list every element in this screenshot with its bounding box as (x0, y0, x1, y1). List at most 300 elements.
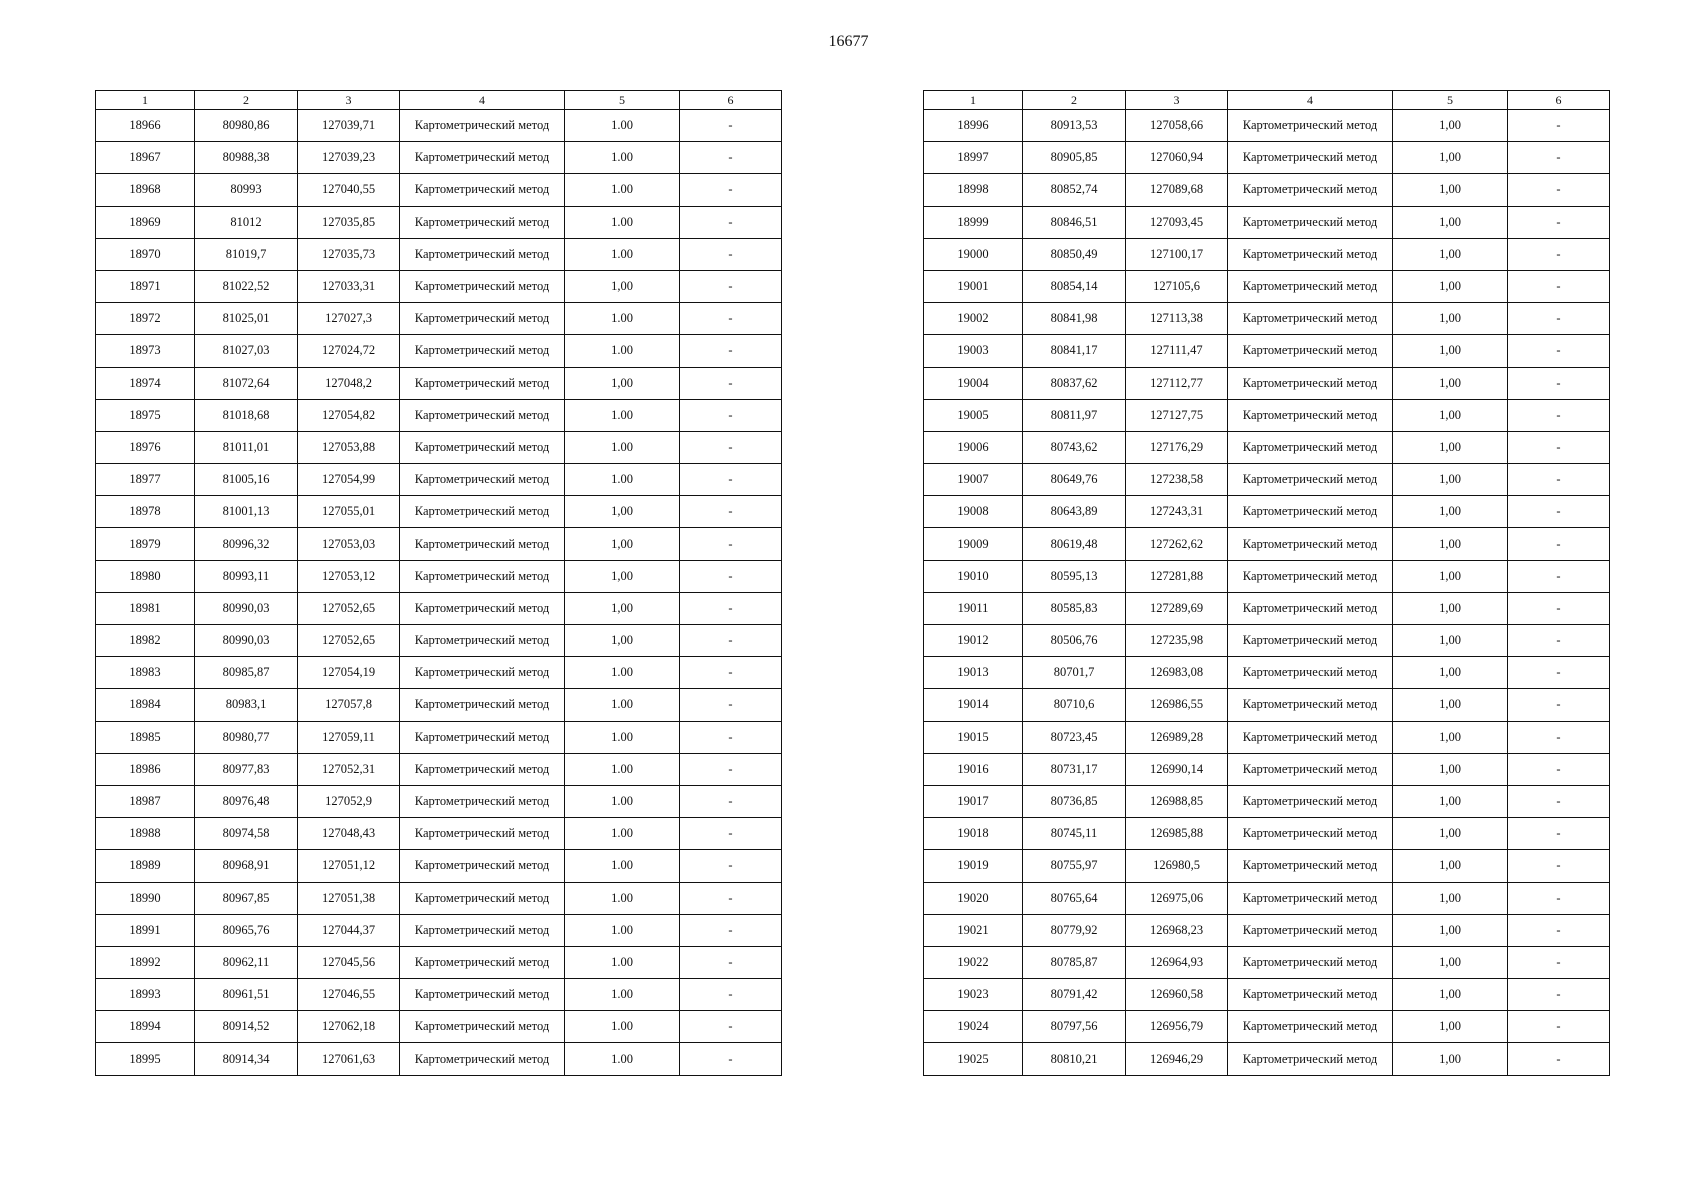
description-cell: - (1508, 399, 1610, 431)
coordinates-table-right (923, 90, 1610, 1076)
method-cell: Картометрический метод (1228, 979, 1393, 1011)
table-row (924, 367, 1610, 399)
table-row (96, 721, 782, 753)
table-row (96, 657, 782, 689)
precision-cell: 1,00 (1393, 110, 1508, 142)
x-coordinate-cell: 80710,6 (1023, 689, 1126, 721)
description-cell: - (680, 979, 782, 1011)
column-header-2: 2 (195, 91, 298, 110)
description-cell: - (680, 464, 782, 496)
x-coordinate-cell: 80914,52 (195, 1011, 298, 1043)
x-coordinate-cell: 80811,97 (1023, 399, 1126, 431)
table-row (96, 431, 782, 463)
x-coordinate-cell: 80988,38 (195, 142, 298, 174)
x-coordinate-cell: 80846,51 (1023, 206, 1126, 238)
y-coordinate-cell: 127054,82 (298, 399, 400, 431)
x-coordinate-cell: 80983,1 (195, 689, 298, 721)
description-cell: - (1508, 431, 1610, 463)
description-cell: - (1508, 1043, 1610, 1075)
precision-cell: 1,00 (1393, 657, 1508, 689)
description-cell: - (1508, 592, 1610, 624)
precision-cell: 1,00 (565, 496, 680, 528)
x-coordinate-cell: 80993,11 (195, 560, 298, 592)
table-row (96, 496, 782, 528)
method-cell: Картометрический метод (400, 335, 565, 367)
precision-cell: 1.00 (565, 946, 680, 978)
table-row (924, 1043, 1610, 1075)
description-cell: - (1508, 110, 1610, 142)
table-row (96, 142, 782, 174)
description-cell: - (1508, 1011, 1610, 1043)
method-cell: Картометрический метод (1228, 946, 1393, 978)
y-coordinate-cell: 127048,2 (298, 367, 400, 399)
point-number-cell: 18977 (96, 464, 195, 496)
column-header-4: 4 (400, 91, 565, 110)
x-coordinate-cell: 81025,01 (195, 303, 298, 335)
method-cell: Картометрический метод (1228, 1043, 1393, 1075)
x-coordinate-cell: 80961,51 (195, 979, 298, 1011)
y-coordinate-cell: 127235,98 (1126, 625, 1228, 657)
precision-cell: 1.00 (565, 1011, 680, 1043)
table-row (924, 721, 1610, 753)
table-row (924, 818, 1610, 850)
method-cell: Картометрический метод (400, 818, 565, 850)
point-number-cell: 18998 (924, 174, 1023, 206)
description-cell: - (680, 850, 782, 882)
point-number-cell: 18970 (96, 238, 195, 270)
description-cell: - (1508, 753, 1610, 785)
table-row (96, 367, 782, 399)
method-cell: Картометрический метод (1228, 238, 1393, 270)
x-coordinate-cell: 80905,85 (1023, 142, 1126, 174)
method-cell: Картометрический метод (1228, 528, 1393, 560)
column-header-1: 1 (924, 91, 1023, 110)
x-coordinate-cell: 80755,97 (1023, 850, 1126, 882)
table-row (924, 335, 1610, 367)
y-coordinate-cell: 127024,72 (298, 335, 400, 367)
point-number-cell: 18993 (96, 979, 195, 1011)
y-coordinate-cell: 127289,69 (1126, 592, 1228, 624)
precision-cell: 1,00 (1393, 1043, 1508, 1075)
method-cell: Картометрический метод (1228, 592, 1393, 624)
y-coordinate-cell: 127053,12 (298, 560, 400, 592)
table-header-row (924, 91, 1610, 110)
y-coordinate-cell: 126988,85 (1126, 785, 1228, 817)
y-coordinate-cell: 127054,99 (298, 464, 400, 496)
x-coordinate-cell: 80643,89 (1023, 496, 1126, 528)
precision-cell: 1,00 (1393, 850, 1508, 882)
x-coordinate-cell: 81012 (195, 206, 298, 238)
description-cell: - (1508, 979, 1610, 1011)
description-cell: - (680, 1011, 782, 1043)
point-number-cell: 18975 (96, 399, 195, 431)
method-cell: Картометрический метод (400, 1011, 565, 1043)
description-cell: - (680, 625, 782, 657)
x-coordinate-cell: 80841,98 (1023, 303, 1126, 335)
method-cell: Картометрический метод (1228, 174, 1393, 206)
x-coordinate-cell: 80810,21 (1023, 1043, 1126, 1075)
description-cell: - (680, 238, 782, 270)
y-coordinate-cell: 127281,88 (1126, 560, 1228, 592)
method-cell: Картометрический метод (1228, 689, 1393, 721)
description-cell: - (1508, 785, 1610, 817)
method-cell: Картометрический метод (1228, 818, 1393, 850)
description-cell: - (680, 882, 782, 914)
point-number-cell: 19020 (924, 882, 1023, 914)
method-cell: Картометрический метод (1228, 496, 1393, 528)
x-coordinate-cell: 81011,01 (195, 431, 298, 463)
column-header-3: 3 (1126, 91, 1228, 110)
y-coordinate-cell: 127051,12 (298, 850, 400, 882)
method-cell: Картометрический метод (1228, 464, 1393, 496)
table-row (924, 142, 1610, 174)
method-cell: Картометрический метод (1228, 785, 1393, 817)
point-number-cell: 18978 (96, 496, 195, 528)
method-cell: Картометрический метод (400, 174, 565, 206)
method-cell: Картометрический метод (400, 367, 565, 399)
method-cell: Картометрический метод (400, 238, 565, 270)
x-coordinate-cell: 80985,87 (195, 657, 298, 689)
table-row (96, 1011, 782, 1043)
y-coordinate-cell: 127053,88 (298, 431, 400, 463)
precision-cell: 1,00 (1393, 496, 1508, 528)
y-coordinate-cell: 127262,62 (1126, 528, 1228, 560)
y-coordinate-cell: 127054,19 (298, 657, 400, 689)
table-row (924, 431, 1610, 463)
method-cell: Картометрический метод (1228, 560, 1393, 592)
x-coordinate-cell: 80649,76 (1023, 464, 1126, 496)
point-number-cell: 19002 (924, 303, 1023, 335)
y-coordinate-cell: 127035,85 (298, 206, 400, 238)
table-row (924, 464, 1610, 496)
point-number-cell: 18976 (96, 431, 195, 463)
y-coordinate-cell: 127105,6 (1126, 270, 1228, 302)
description-cell: - (1508, 367, 1610, 399)
y-coordinate-cell: 126968,23 (1126, 914, 1228, 946)
description-cell: - (680, 528, 782, 560)
table-row (924, 592, 1610, 624)
method-cell: Картометрический метод (1228, 882, 1393, 914)
precision-cell: 1,00 (1393, 174, 1508, 206)
x-coordinate-cell: 80990,03 (195, 625, 298, 657)
precision-cell: 1,00 (1393, 1011, 1508, 1043)
method-cell: Картометрический метод (400, 946, 565, 978)
column-header-5: 5 (565, 91, 680, 110)
description-cell: - (680, 142, 782, 174)
method-cell: Картометрический метод (1228, 206, 1393, 238)
precision-cell: 1.00 (565, 818, 680, 850)
x-coordinate-cell: 80736,85 (1023, 785, 1126, 817)
y-coordinate-cell: 127052,65 (298, 625, 400, 657)
table-row (96, 946, 782, 978)
x-coordinate-cell: 80701,7 (1023, 657, 1126, 689)
y-coordinate-cell: 127039,71 (298, 110, 400, 142)
x-coordinate-cell: 81019,7 (195, 238, 298, 270)
table-row (96, 753, 782, 785)
description-cell: - (680, 914, 782, 946)
point-number-cell: 19004 (924, 367, 1023, 399)
coordinates-table-left (95, 90, 782, 1076)
point-number-cell: 19005 (924, 399, 1023, 431)
point-number-cell: 18983 (96, 657, 195, 689)
y-coordinate-cell: 127238,58 (1126, 464, 1228, 496)
precision-cell: 1,00 (1393, 979, 1508, 1011)
point-number-cell: 18982 (96, 625, 195, 657)
description-cell: - (1508, 625, 1610, 657)
x-coordinate-cell: 80852,74 (1023, 174, 1126, 206)
table-row (96, 528, 782, 560)
point-number-cell: 18987 (96, 785, 195, 817)
precision-cell: 1.00 (565, 431, 680, 463)
y-coordinate-cell: 127111,47 (1126, 335, 1228, 367)
method-cell: Картометрический метод (400, 785, 565, 817)
method-cell: Картометрический метод (1228, 721, 1393, 753)
x-coordinate-cell: 81072,64 (195, 367, 298, 399)
precision-cell: 1.00 (565, 1043, 680, 1075)
y-coordinate-cell: 127040,55 (298, 174, 400, 206)
precision-cell: 1,00 (1393, 689, 1508, 721)
table-row (96, 625, 782, 657)
y-coordinate-cell: 126975,06 (1126, 882, 1228, 914)
table-row (96, 206, 782, 238)
point-number-cell: 18986 (96, 753, 195, 785)
table-row (924, 560, 1610, 592)
precision-cell: 1.00 (565, 721, 680, 753)
y-coordinate-cell: 127112,77 (1126, 367, 1228, 399)
description-cell: - (680, 689, 782, 721)
point-number-cell: 19024 (924, 1011, 1023, 1043)
precision-cell: 1.00 (565, 850, 680, 882)
precision-cell: 1.00 (565, 753, 680, 785)
description-cell: - (680, 431, 782, 463)
y-coordinate-cell: 127059,11 (298, 721, 400, 753)
method-cell: Картометрический метод (400, 399, 565, 431)
table-row (924, 625, 1610, 657)
column-header-6: 6 (1508, 91, 1610, 110)
precision-cell: 1,00 (565, 592, 680, 624)
description-cell: - (1508, 528, 1610, 560)
x-coordinate-cell: 80585,83 (1023, 592, 1126, 624)
precision-cell: 1,00 (1393, 431, 1508, 463)
method-cell: Картометрический метод (400, 721, 565, 753)
method-cell: Картометрический метод (400, 431, 565, 463)
precision-cell: 1.00 (565, 785, 680, 817)
precision-cell: 1,00 (1393, 399, 1508, 431)
precision-cell: 1,00 (1393, 753, 1508, 785)
precision-cell: 1,00 (1393, 721, 1508, 753)
precision-cell: 1,00 (565, 560, 680, 592)
method-cell: Картометрический метод (1228, 142, 1393, 174)
point-number-cell: 18974 (96, 367, 195, 399)
y-coordinate-cell: 127046,55 (298, 979, 400, 1011)
description-cell: - (1508, 238, 1610, 270)
point-number-cell: 19003 (924, 335, 1023, 367)
point-number-cell: 19023 (924, 979, 1023, 1011)
method-cell: Картометрический метод (400, 689, 565, 721)
point-number-cell: 18990 (96, 882, 195, 914)
table-row (924, 110, 1610, 142)
point-number-cell: 18973 (96, 335, 195, 367)
point-number-cell: 18999 (924, 206, 1023, 238)
method-cell: Картометрический метод (1228, 657, 1393, 689)
precision-cell: 1,00 (1393, 625, 1508, 657)
precision-cell: 1.00 (565, 464, 680, 496)
precision-cell: 1,00 (565, 528, 680, 560)
method-cell: Картометрический метод (400, 753, 565, 785)
precision-cell: 1,00 (565, 625, 680, 657)
x-coordinate-cell: 81027,03 (195, 335, 298, 367)
table-row (924, 882, 1610, 914)
precision-cell: 1,00 (1393, 142, 1508, 174)
description-cell: - (680, 496, 782, 528)
point-number-cell: 18988 (96, 818, 195, 850)
method-cell: Картометрический метод (1228, 850, 1393, 882)
point-number-cell: 18995 (96, 1043, 195, 1075)
table-row (924, 206, 1610, 238)
precision-cell: 1,00 (565, 367, 680, 399)
point-number-cell: 18994 (96, 1011, 195, 1043)
point-number-cell: 19007 (924, 464, 1023, 496)
table-row (96, 335, 782, 367)
y-coordinate-cell: 126990,14 (1126, 753, 1228, 785)
method-cell: Картометрический метод (1228, 303, 1393, 335)
precision-cell: 1,00 (565, 270, 680, 302)
method-cell: Картометрический метод (400, 270, 565, 302)
description-cell: - (680, 592, 782, 624)
precision-cell: 1,00 (1393, 882, 1508, 914)
method-cell: Картометрический метод (1228, 753, 1393, 785)
point-number-cell: 18992 (96, 946, 195, 978)
point-number-cell: 18991 (96, 914, 195, 946)
point-number-cell: 18981 (96, 592, 195, 624)
x-coordinate-cell: 80913,53 (1023, 110, 1126, 142)
y-coordinate-cell: 127093,45 (1126, 206, 1228, 238)
point-number-cell: 18984 (96, 689, 195, 721)
y-coordinate-cell: 127058,66 (1126, 110, 1228, 142)
method-cell: Картометрический метод (400, 657, 565, 689)
point-number-cell: 19014 (924, 689, 1023, 721)
table-row (96, 689, 782, 721)
precision-cell: 1.00 (565, 206, 680, 238)
x-coordinate-cell: 80976,48 (195, 785, 298, 817)
x-coordinate-cell: 80595,13 (1023, 560, 1126, 592)
precision-cell: 1.00 (565, 399, 680, 431)
x-coordinate-cell: 80791,42 (1023, 979, 1126, 1011)
x-coordinate-cell: 80962,11 (195, 946, 298, 978)
point-number-cell: 19021 (924, 914, 1023, 946)
table-row (96, 850, 782, 882)
table-row (924, 528, 1610, 560)
column-header-4: 4 (1228, 91, 1393, 110)
precision-cell: 1,00 (1393, 367, 1508, 399)
table-row (924, 270, 1610, 302)
y-coordinate-cell: 127060,94 (1126, 142, 1228, 174)
description-cell: - (680, 753, 782, 785)
table-row (96, 1043, 782, 1075)
x-coordinate-cell: 80779,92 (1023, 914, 1126, 946)
point-number-cell: 19018 (924, 818, 1023, 850)
table-body-left (96, 110, 782, 1076)
x-coordinate-cell: 80977,83 (195, 753, 298, 785)
y-coordinate-cell: 127062,18 (298, 1011, 400, 1043)
method-cell: Картометрический метод (1228, 335, 1393, 367)
y-coordinate-cell: 126964,93 (1126, 946, 1228, 978)
point-number-cell: 19000 (924, 238, 1023, 270)
y-coordinate-cell: 126980,5 (1126, 850, 1228, 882)
x-coordinate-cell: 80980,77 (195, 721, 298, 753)
y-coordinate-cell: 127176,29 (1126, 431, 1228, 463)
x-coordinate-cell: 80990,03 (195, 592, 298, 624)
y-coordinate-cell: 127127,75 (1126, 399, 1228, 431)
point-number-cell: 19017 (924, 785, 1023, 817)
y-coordinate-cell: 127052,65 (298, 592, 400, 624)
description-cell: - (1508, 657, 1610, 689)
description-cell: - (680, 560, 782, 592)
x-coordinate-cell: 80967,85 (195, 882, 298, 914)
description-cell: - (1508, 174, 1610, 206)
x-coordinate-cell: 80797,56 (1023, 1011, 1126, 1043)
point-number-cell: 18996 (924, 110, 1023, 142)
point-number-cell: 19016 (924, 753, 1023, 785)
description-cell: - (1508, 270, 1610, 302)
precision-cell: 1.00 (565, 110, 680, 142)
precision-cell: 1,00 (1393, 270, 1508, 302)
point-number-cell: 18969 (96, 206, 195, 238)
x-coordinate-cell: 80837,62 (1023, 367, 1126, 399)
method-cell: Картометрический метод (1228, 431, 1393, 463)
method-cell: Картометрический метод (1228, 1011, 1393, 1043)
description-cell: - (1508, 850, 1610, 882)
page-number: 16677 (828, 33, 869, 50)
point-number-cell: 19022 (924, 946, 1023, 978)
description-cell: - (1508, 721, 1610, 753)
x-coordinate-cell: 80619,48 (1023, 528, 1126, 560)
point-number-cell: 19019 (924, 850, 1023, 882)
description-cell: - (1508, 303, 1610, 335)
description-cell: - (680, 367, 782, 399)
y-coordinate-cell: 127051,38 (298, 882, 400, 914)
y-coordinate-cell: 127089,68 (1126, 174, 1228, 206)
precision-cell: 1,00 (1393, 464, 1508, 496)
description-cell: - (1508, 496, 1610, 528)
y-coordinate-cell: 127044,37 (298, 914, 400, 946)
precision-cell: 1,00 (1393, 818, 1508, 850)
x-coordinate-cell: 80731,17 (1023, 753, 1126, 785)
precision-cell: 1.00 (565, 689, 680, 721)
y-coordinate-cell: 126956,79 (1126, 1011, 1228, 1043)
point-number-cell: 19011 (924, 592, 1023, 624)
y-coordinate-cell: 127033,31 (298, 270, 400, 302)
description-cell: - (1508, 946, 1610, 978)
table-header-row (96, 91, 782, 110)
method-cell: Картометрический метод (1228, 110, 1393, 142)
description-cell: - (680, 721, 782, 753)
table-row (96, 464, 782, 496)
y-coordinate-cell: 126960,58 (1126, 979, 1228, 1011)
table-row (96, 882, 782, 914)
description-cell: - (680, 946, 782, 978)
table-row (96, 979, 782, 1011)
table-row (924, 238, 1610, 270)
point-number-cell: 19006 (924, 431, 1023, 463)
method-cell: Картометрический метод (400, 850, 565, 882)
table-row (924, 174, 1610, 206)
y-coordinate-cell: 127027,3 (298, 303, 400, 335)
y-coordinate-cell: 127035,73 (298, 238, 400, 270)
x-coordinate-cell: 80968,91 (195, 850, 298, 882)
method-cell: Картометрический метод (1228, 914, 1393, 946)
point-number-cell: 18980 (96, 560, 195, 592)
